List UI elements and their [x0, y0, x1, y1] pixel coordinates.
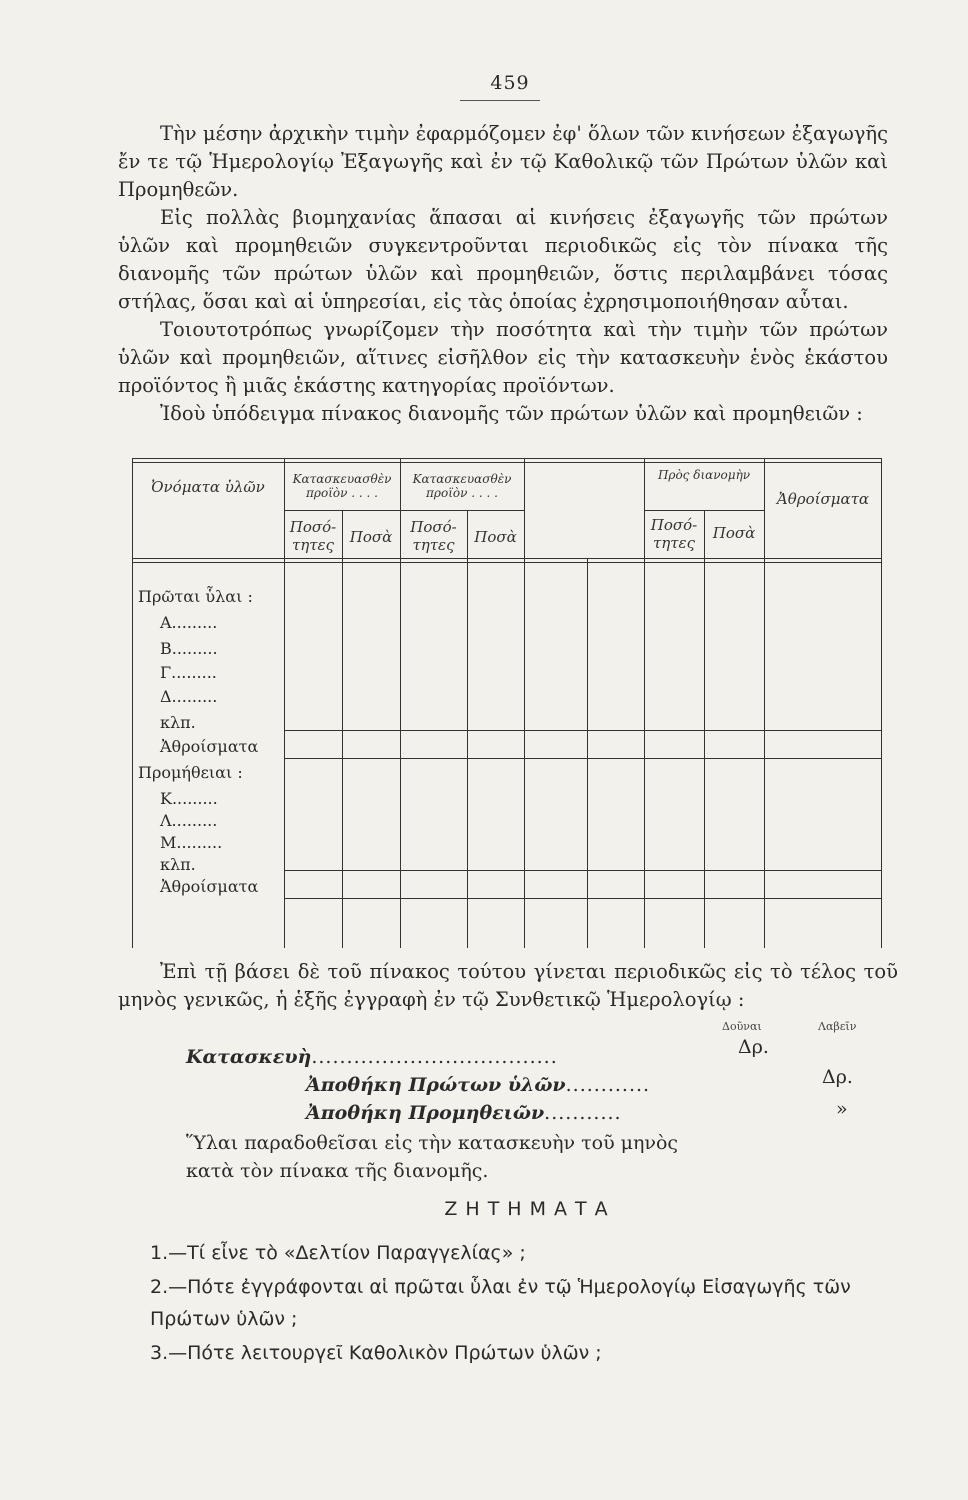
g3-amt-header: Ποσὰ	[712, 524, 756, 542]
col-sep-4b	[704, 510, 705, 948]
entry-credit2-account: Ἀποθήκη Προμηθειῶν	[306, 1102, 545, 1124]
paragraph-1: Τὴν μέσην ἀρχικὴν τιμὴν ἐφαρμόζομεν ἐφ' ὅλων τῶν κινήσεων ἐξαγωγῆς ἔν τε τῷ Ἡμερολογίῳ Ἐξαγωγῆς καὶ ἐν τῷ Καθολικῷ τῶν Πρώτων ὑλῶν καὶ Προμηθεῶν.	[118, 122, 888, 201]
row-label: Προμήθειαι :	[138, 763, 243, 782]
entry-debit-line	[186, 1046, 558, 1068]
subtotal-rule-3	[284, 870, 882, 871]
subtotal-rule-1	[284, 730, 882, 731]
credit-header: Λαβεῖν	[818, 1020, 857, 1033]
row-label: Λ.........	[160, 811, 218, 830]
debit-header: Δοῦναι	[722, 1020, 762, 1033]
entry-note-1: Ὕλαι παραδοθεῖσαι εἰς τὴν κατασκευὴν τοῦ μηνὸς	[186, 1132, 679, 1154]
entry-credit2-dots: ...........	[544, 1102, 622, 1124]
col-sep-5	[764, 458, 765, 948]
question-3: 3.—Πότε λειτουργεῖ Καθολικὸν Πρώτων ὑλῶν ;	[150, 1342, 602, 1364]
table-right-border	[881, 458, 882, 948]
debit-amount: Δρ.	[738, 1036, 769, 1058]
question-2: 2.—Πότε ἐγγράφονται αἱ πρῶται ὗλαι ἐν τῷ Ἡμερολογίῳ Εἰσαγωγῆς τῶν	[150, 1276, 851, 1298]
paragraph-2: Εἰς πολλὰς βιομηχανίας ἅπασαι αἱ κινήσεις ἐξαγωγῆς τῶν πρώτων ὑλῶν καὶ προμηθειῶν συγκεντροῦνται περιοδικῶς εἰς τὸν πίνακα τῆς διανομῆς τῶν πρώτων ὑλῶν καὶ προμηθειῶν, ὅστις περιλαμβάνει τόσας στήλας, ὅσαι καὶ αἱ ὑπηρεσίαι, εἰς τὰς ὁποίας ἐχρησιμοποιήθησαν αὗται.	[118, 206, 888, 313]
g1-qty-header: Ποσό-τητες	[289, 518, 337, 554]
row-label: Γ.........	[160, 663, 217, 682]
table-left-border	[132, 458, 133, 948]
row-label: Ἀθροίσματα	[160, 877, 259, 896]
row-label: Ἀθροίσματα	[160, 737, 259, 756]
col-sep-1b	[342, 510, 343, 948]
paragraph-3: Τοιουτοτρόπως γνωρίζομεν τὴν ποσότητα καὶ τὴν τιμὴν τῶν πρώτων ὑλῶν καὶ προμηθειῶν, αἵτινες εἰσῆλθον εἰς τὴν κατασκευὴν ἑνὸς ἑκάστου προϊόντος ἢ μιᾶς ἑκάστης κατηγορίας προϊόντων.	[118, 318, 888, 397]
col-sep-2b	[467, 510, 468, 948]
row-label: Β.........	[160, 639, 218, 658]
row-label: Α.........	[160, 613, 218, 632]
entry-credit1-line	[306, 1074, 650, 1096]
subtotal-rule-4	[284, 898, 882, 899]
row-label: κλπ.	[160, 713, 196, 732]
group2-rule	[400, 510, 524, 511]
g1-amt-header: Ποσὰ	[349, 528, 393, 546]
question-1: 1.—Τί εἶνε τὸ «Δελτίον Παραγγελίας» ;	[150, 1242, 526, 1264]
col-names-header: Ὀνόματα ὑλῶν	[151, 478, 265, 496]
intro-text	[118, 120, 888, 428]
group1-rule	[284, 510, 400, 511]
col-total-header: Ἀθροίσματα	[776, 490, 870, 508]
row-label: Μ.........	[160, 833, 223, 852]
paragraph-5: Ἐπὶ τῇ βάσει δὲ τοῦ πίνακος τούτου γίνεται περιοδικῶς εἰς τὸ τέλος τοῦ μηνὸς γενικῶς, ἡ ἑξῆς ἐγγραφὴ ἐν τῷ Συνθετικῷ Ἡμερολογίῳ :	[118, 960, 898, 1011]
row-label: κλπ.	[160, 855, 196, 874]
credit2-amount: »	[836, 1098, 848, 1120]
page-number-rule	[460, 100, 540, 101]
table-top-border	[132, 458, 882, 459]
paragraph-4: Ἰδοὺ ὑπόδειγμα πίνακος διανομῆς τῶν πρώτων ὑλῶν καὶ προμηθειῶν :	[160, 402, 863, 425]
header-bottom-rule-2	[132, 562, 882, 563]
g3-qty-header: Ποσό-τητες	[650, 516, 698, 552]
group3-header: Πρὸς διανομὴν	[657, 468, 751, 482]
questions-title: ΖΗΤΗΜΑΤΑ	[444, 1198, 616, 1220]
row-label: Κ.........	[160, 789, 218, 808]
subtotal-rule-2	[284, 758, 882, 759]
entry-credit1-dots: ............	[565, 1074, 651, 1096]
header-bottom-rule	[132, 558, 882, 559]
entry-debit-dots: ...................................	[311, 1046, 558, 1068]
group3-rule	[644, 510, 764, 511]
entry-credit1-account: Ἀποθήκη Πρώτων ὑλῶν	[306, 1074, 566, 1096]
page-number: 459	[490, 72, 530, 94]
row-label: Πρῶται ὗλαι :	[138, 587, 253, 606]
entry-debit-account: Κατασκευὴ	[186, 1046, 312, 1068]
question-2-cont: Πρώτων ὑλῶν ;	[150, 1308, 298, 1330]
table-top-border-2	[132, 462, 882, 463]
row-label: Δ.........	[160, 687, 218, 706]
g2-amt-header: Ποσὰ	[474, 528, 517, 546]
entry-note-2: κατὰ τὸν πίνακα τῆς διανομῆς.	[186, 1160, 489, 1182]
group2-header: Κατασκευασθὲν προϊὸν . . . .	[412, 472, 512, 500]
group1-header: Κατασκευασθὲν προϊὸν . . . .	[292, 472, 392, 500]
distribution-table	[132, 458, 882, 948]
entry-credit2-line	[306, 1102, 622, 1124]
col-sep-3b	[587, 558, 588, 948]
after-table-text	[118, 958, 898, 1014]
col-sep-3	[524, 458, 525, 948]
credit1-amount: Δρ.	[822, 1066, 853, 1088]
g2-qty-header: Ποσό-τητες	[410, 518, 457, 554]
